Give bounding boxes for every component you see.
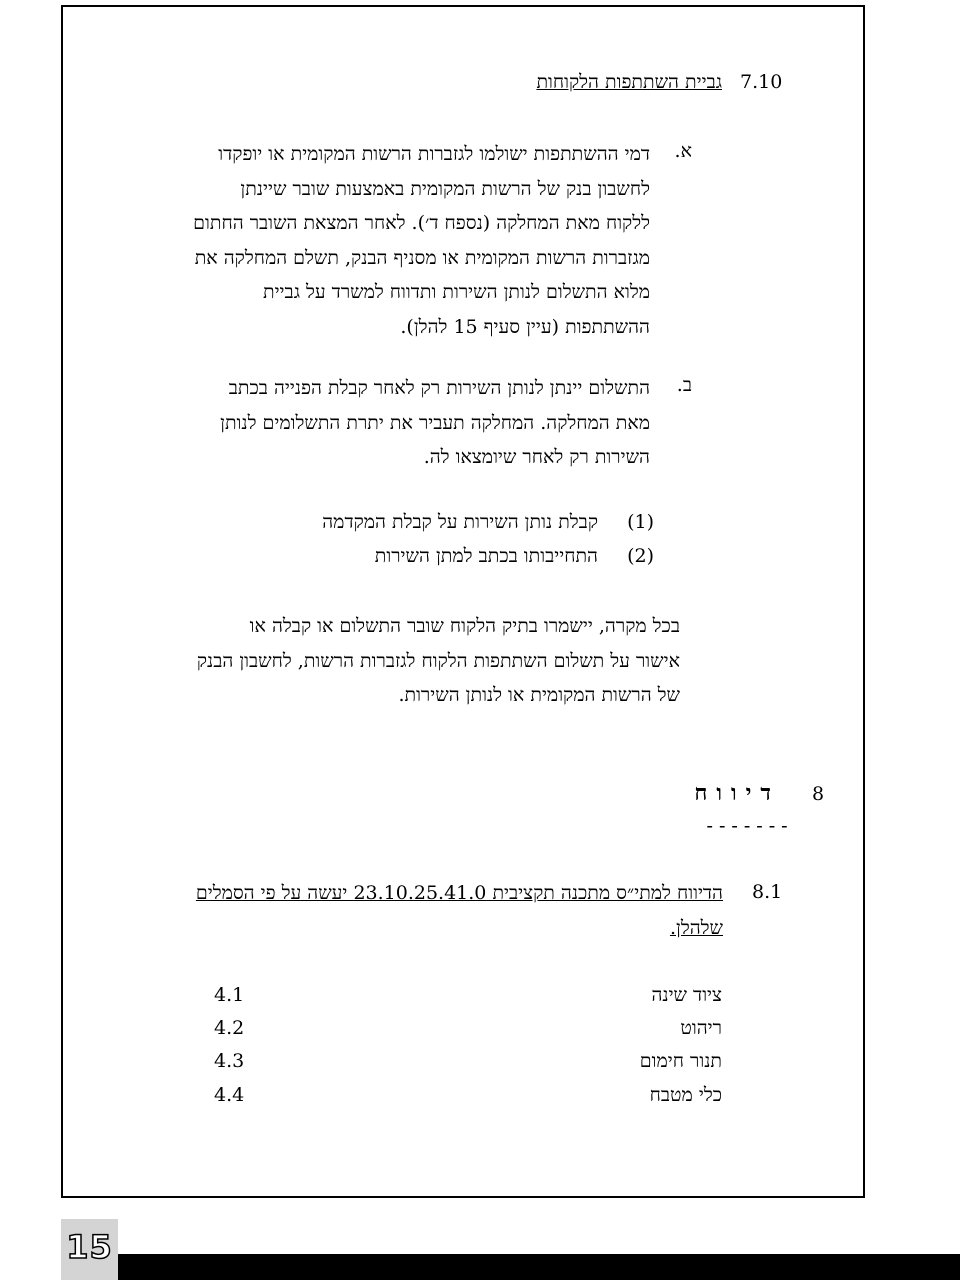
- footer-bar: [118, 1254, 960, 1280]
- item-a-line: דמי ההשתתפות ישולמו לגזברות הרשות המקומית או יופקדו: [218, 143, 650, 165]
- item-b-line: מאת המחלקה. המחלקה תעביר את יתרת התשלומים לנותן: [220, 411, 650, 434]
- section-8-1-line: הדיווח למתי״ס מתכנה תקציבית 23.10.25.41.0 יעשה על פי הסמלים: [195, 882, 723, 904]
- code-label: ריהוט: [680, 1017, 722, 1039]
- section-8-underline: -------: [704, 815, 792, 837]
- section-number-8: 8: [812, 783, 825, 805]
- condition-2-number: (2): [627, 545, 654, 567]
- code-label: כלי מטבח: [649, 1084, 722, 1106]
- closing-line: בכל מקרה, יישמרו בתיק הלקוח שובר התשלום או קבלה או: [249, 615, 680, 637]
- item-a-paragraph: [90, 137, 650, 344]
- section-number-8-1: 8.1: [752, 881, 783, 903]
- condition-1-number: (1): [627, 511, 654, 533]
- section-title-7-10: גביית השתתפות הלקוחות: [536, 71, 722, 93]
- code-label: ציוד שינה: [651, 984, 722, 1006]
- item-b-line: התשלום יינתן לנותן השירות רק לאחר קבלת הפנייה בכתב: [228, 377, 650, 399]
- item-letter-b: ב.: [676, 374, 692, 396]
- section-title-8: דיווח: [694, 780, 780, 806]
- section-8-1-text: [123, 876, 723, 945]
- item-letter-a: א.: [674, 140, 692, 162]
- item-b-line: השירות רק לאחר שיומצאו לה.: [423, 446, 650, 468]
- closing-line: של הרשות המקומית או לנותן השירות.: [398, 684, 680, 706]
- page-number: 15: [66, 1228, 113, 1266]
- item-a-line: לחשבון בנק של הרשות המקומית באמצעות שובר שיינתן: [240, 177, 650, 200]
- item-b-paragraph: [90, 371, 650, 475]
- closing-paragraph: [80, 609, 680, 713]
- section-8-1-line: שלהלן.: [669, 916, 723, 939]
- code-label: תנור חימום: [639, 1050, 722, 1072]
- condition-2-text: התחייבותו בכתב למתן השירות: [374, 545, 598, 567]
- item-a-line: מגזברות הרשות המקומית או מסניף הבנק, תשלם המחלקה את: [194, 246, 650, 269]
- closing-line: אישור על תשלום השתתפות הלקוח לגזברות הרשות, לחשבון הבנק: [196, 649, 680, 672]
- condition-1-text: קבלת נותן השירות על קבלת המקדמה: [322, 511, 598, 533]
- code-value: 4.4: [214, 1084, 245, 1106]
- item-a-line: ללקוח מאת המחלקה (נספח ד׳). לאחר המצאת השובר החתום: [193, 212, 650, 234]
- code-value: 4.2: [214, 1017, 245, 1039]
- item-a-line: מלוא התשלום לנותן השירות ותדווח למשרד על גביית: [262, 281, 650, 303]
- item-a-line: ההשתתפות (עיין סעיף 15 להלן).: [400, 315, 650, 338]
- code-value: 4.3: [214, 1050, 245, 1072]
- section-number-7-10: 7.10: [740, 71, 783, 93]
- code-value: 4.1: [214, 984, 245, 1006]
